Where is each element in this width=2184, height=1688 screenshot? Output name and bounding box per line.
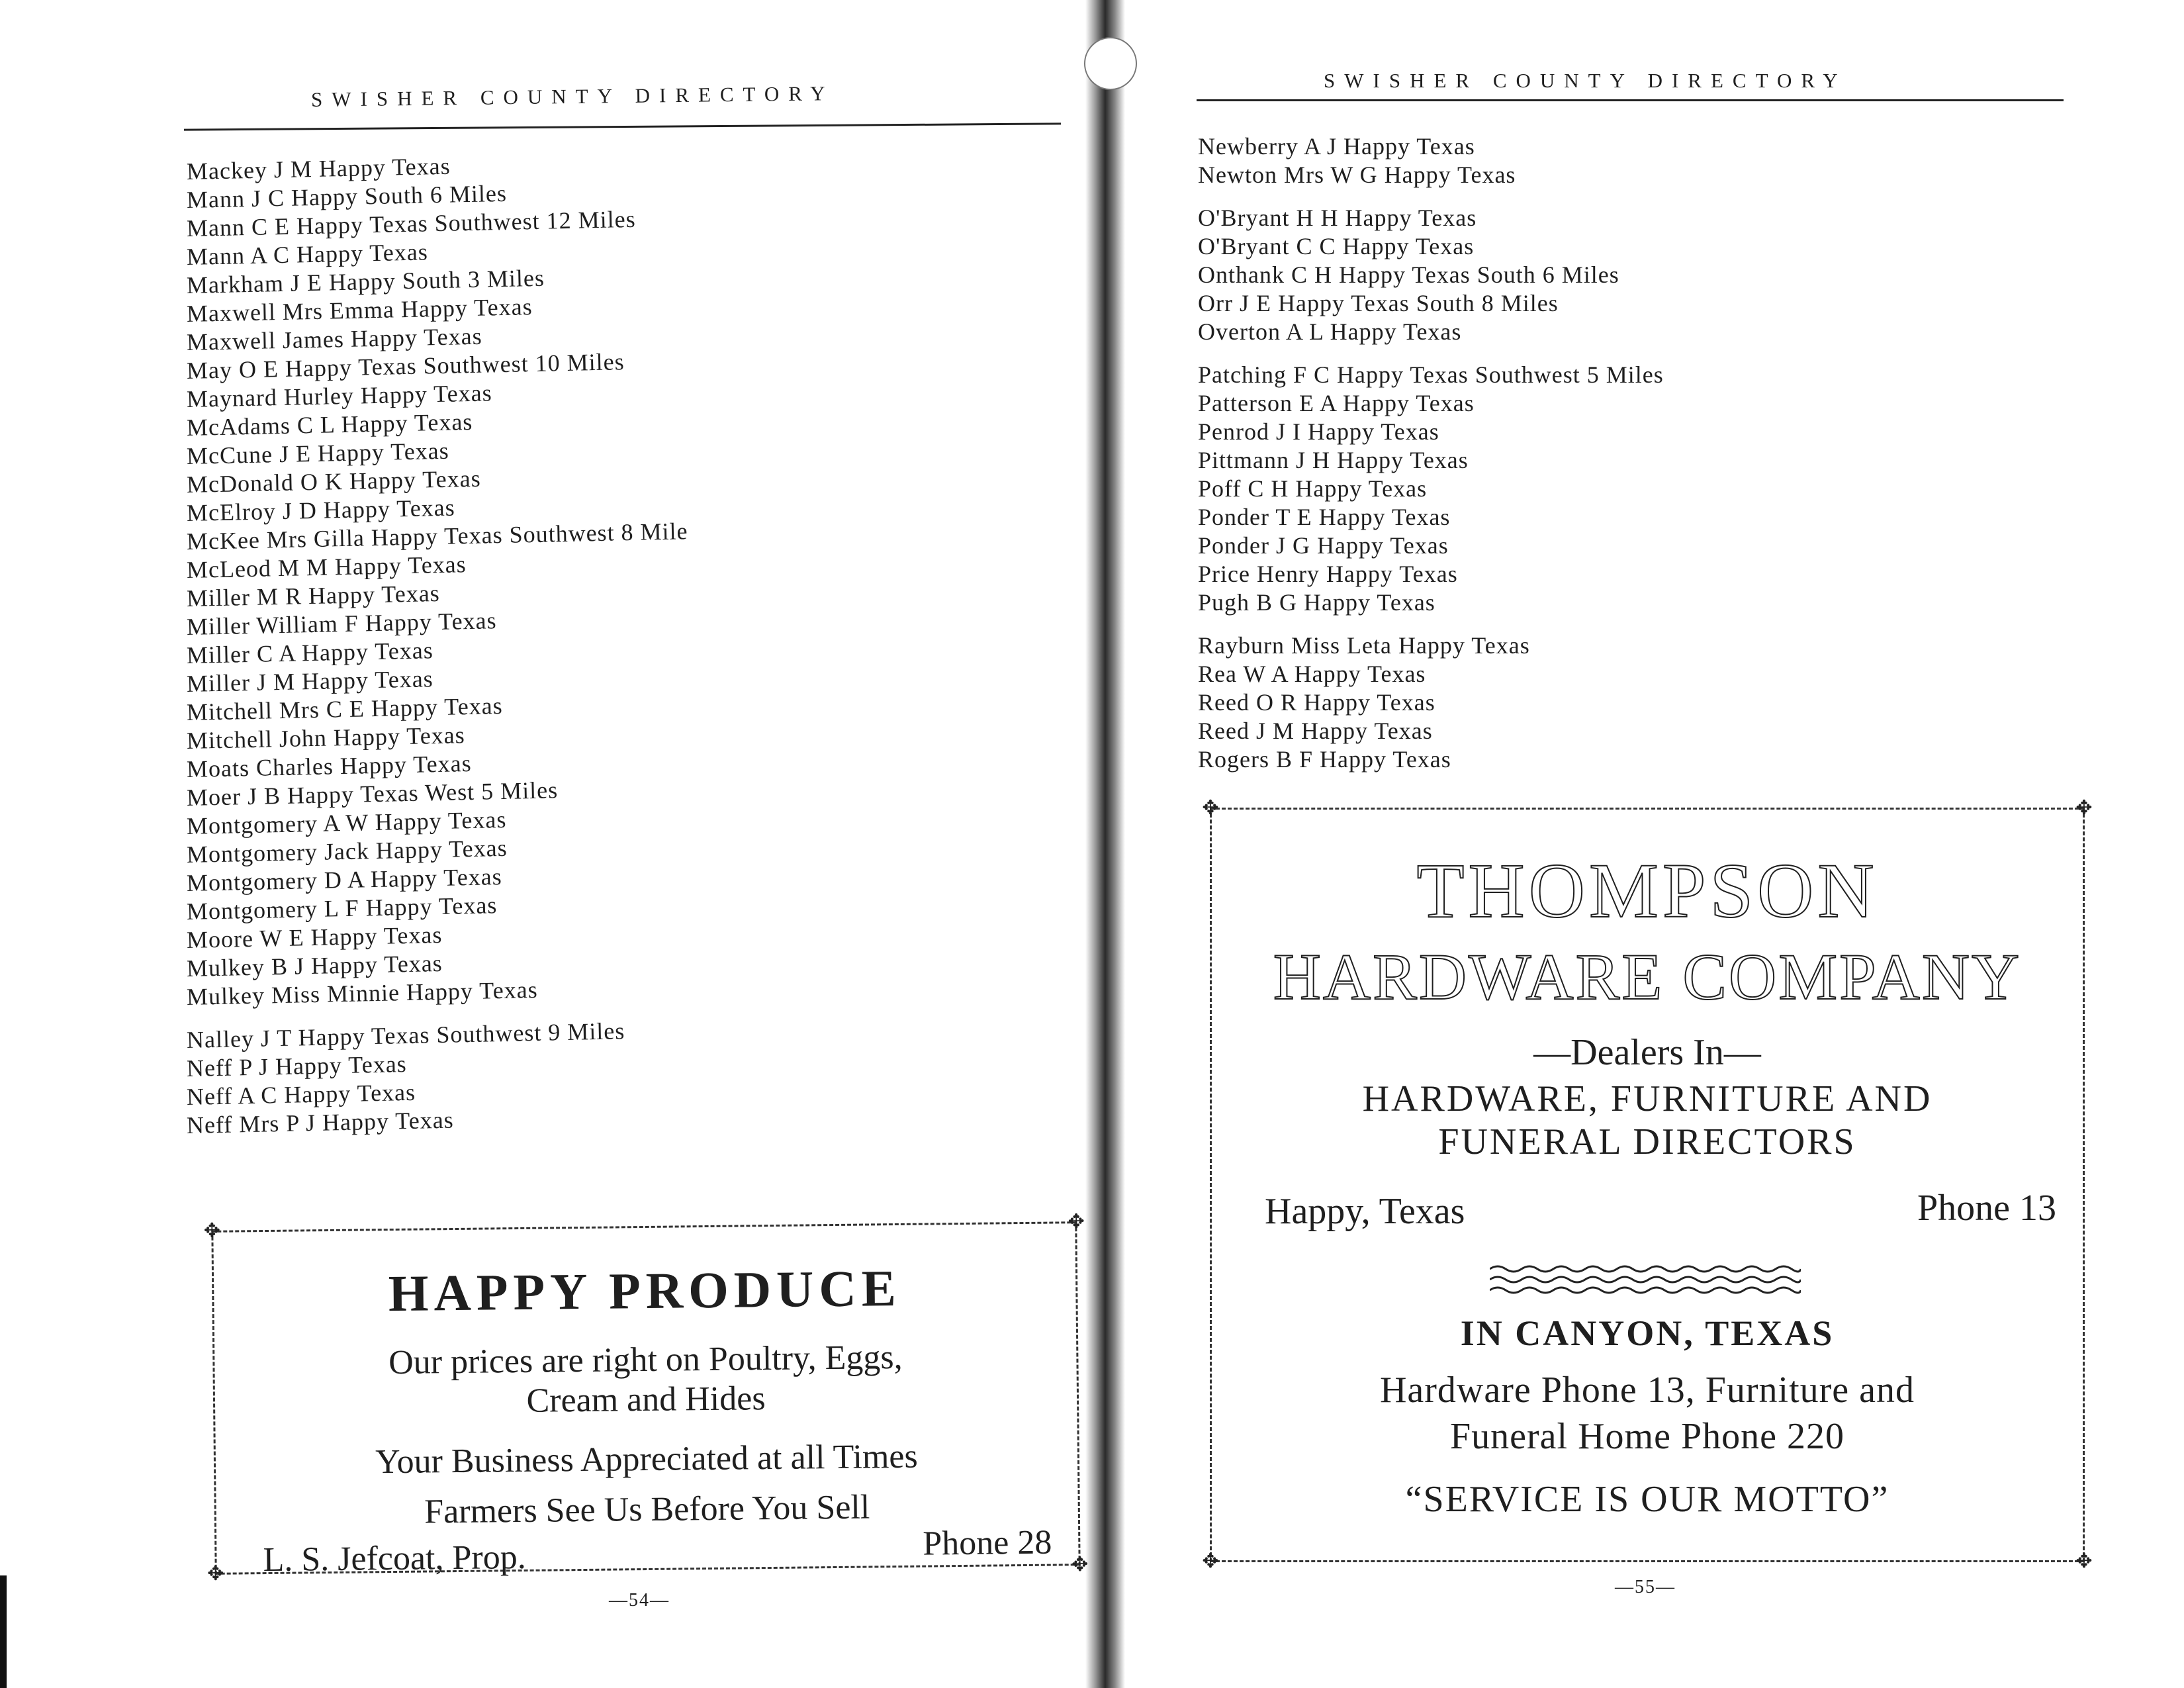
running-head: SWISHER COUNTY DIRECTORY	[1324, 69, 1847, 92]
directory-entry: McElroy J D Happy Texas	[186, 494, 456, 526]
corner-ornament-icon: ✥	[203, 1219, 221, 1243]
directory-entry: Miller J M Happy Texas	[186, 665, 434, 697]
directory-entry: O'Bryant H H Happy Texas	[1198, 205, 1477, 231]
ad-text: Funeral Home Phone 220	[1450, 1416, 1844, 1457]
directory-entry: Patching F C Happy Texas Southwest 5 Miles	[1198, 361, 1664, 388]
ad-phone: Phone 28	[923, 1523, 1052, 1563]
page-number: —55—	[1615, 1577, 1676, 1597]
directory-entry: Neff A C Happy Texas	[186, 1078, 416, 1110]
directory-entry: Maxwell Mrs Emma Happy Texas	[186, 293, 533, 327]
corner-ornament-icon: ✥	[2075, 1550, 2093, 1573]
directory-entry: Rea W A Happy Texas	[1198, 661, 1426, 687]
directory-entry: Markham J E Happy South 3 Miles	[186, 264, 545, 299]
directory-entry: Reed J M Happy Texas	[1198, 718, 1433, 744]
directory-entry: Poff C H Happy Texas	[1198, 475, 1428, 502]
ad-text: Cream and Hides	[526, 1380, 766, 1420]
directory-entry: Mackey J M Happy Texas	[186, 152, 451, 185]
ad-text: HARDWARE, FURNITURE AND	[1362, 1078, 1933, 1119]
directory-entry: Penrod J I Happy Texas	[1198, 418, 1439, 445]
directory-entry: Maynard Hurley Happy Texas	[186, 379, 493, 412]
left-page	[0, 0, 1089, 1688]
directory-entry: Montgomery L F Happy Texas	[186, 892, 498, 925]
directory-entry: Ponder T E Happy Texas	[1198, 504, 1451, 530]
corner-ornament-icon: ✥	[2075, 796, 2093, 820]
ad-text: Hardware Phone 13, Furniture and	[1379, 1370, 1915, 1411]
directory-entry: Price Henry Happy Texas	[1198, 561, 1458, 587]
directory-entry: May O E Happy Texas Southwest 10 Miles	[186, 348, 625, 384]
corner-ornament-icon: ✥	[1068, 1210, 1085, 1234]
happy-produce-ad	[203, 1210, 1089, 1585]
directory-entry: Onthank C H Happy Texas South 6 Miles	[1198, 261, 1619, 288]
directory-entry: Pittmann J H Happy Texas	[1198, 447, 1469, 473]
directory-entry: Pugh B G Happy Texas	[1198, 589, 1435, 616]
directory-entry: Mulkey Miss Minnie Happy Texas	[186, 976, 539, 1010]
directory-entry: Moore W E Happy Texas	[186, 921, 443, 953]
corner-ornament-icon: ✥	[206, 1562, 224, 1585]
ad-city: Happy, Texas	[1265, 1191, 1465, 1232]
head-rule	[1197, 99, 2064, 101]
directory-entry: Overton A L Happy Texas	[1198, 318, 1462, 345]
right-page	[1112, 0, 2184, 1688]
directory-entry: Moer J B Happy Texas West 5 Miles	[186, 776, 559, 811]
ad-text: —Dealers In—	[1533, 1032, 1761, 1073]
wavy-rule-icon	[1490, 1260, 1801, 1299]
directory-entry: McLeod M M Happy Texas	[186, 551, 467, 583]
directory-entry: Moats Charles Happy Texas	[186, 749, 473, 782]
directory-entry: Montgomery D A Happy Texas	[186, 863, 503, 896]
directory-entry: Mitchell John Happy Texas	[186, 722, 466, 754]
thompson-hardware-ad	[1202, 796, 2093, 1573]
directory-entry: O'Bryant C C Happy Texas	[1198, 233, 1475, 259]
directory-entry: Mitchell Mrs C E Happy Texas	[186, 692, 504, 726]
directory-entry: Montgomery Jack Happy Texas	[186, 834, 508, 868]
directory-entry: Miller William F Happy Texas	[186, 607, 497, 640]
corner-ornament-icon: ✥	[1071, 1553, 1089, 1577]
directory-entry: Mulkey B J Happy Texas	[186, 949, 443, 982]
directory-entry: Ponder J G Happy Texas	[1198, 532, 1449, 559]
page-number: —54—	[609, 1590, 670, 1611]
ad-motto: “SERVICE IS OUR MOTTO”	[1405, 1479, 1889, 1520]
directory-entry: Patterson E A Happy Texas	[1198, 390, 1475, 416]
directory-entry: Newton Mrs W G Happy Texas	[1198, 162, 1516, 188]
directory-entry: Neff P J Happy Texas	[186, 1051, 408, 1082]
directory-entry: Maxwell James Happy Texas	[186, 322, 483, 355]
directory-entry: Orr J E Happy Texas South 8 Miles	[1198, 290, 1559, 316]
ad-phone: Phone 13	[1917, 1188, 2056, 1229]
ad-proprietor: L. S. Jefcoat, Prop.	[263, 1538, 526, 1579]
running-head: SWISHER COUNTY DIRECTORY	[310, 81, 835, 111]
corner-ornament-icon: ✥	[1202, 796, 1219, 820]
directory-entry: Mann J C Happy South 6 Miles	[186, 179, 508, 213]
head-rule	[184, 122, 1061, 130]
directory-entry: Rayburn Miss Leta Happy Texas	[1198, 632, 1530, 659]
ad-subtitle: HARDWARE COMPANY	[1273, 940, 2022, 1013]
corner-ornament-icon: ✥	[1202, 1550, 1219, 1573]
directory-entry: McDonald O K Happy Texas	[186, 465, 482, 498]
directory-entry: Newberry A J Happy Texas	[1198, 133, 1475, 160]
directory-entry: Miller M R Happy Texas	[186, 579, 441, 612]
ad-text: Our prices are right on Poultry, Eggs,	[388, 1338, 903, 1382]
ad-title: THOMPSON	[1416, 847, 1878, 934]
directory-entry: McAdams C L Happy Texas	[186, 408, 473, 441]
directory-entry: Nalley J T Happy Texas Southwest 9 Miles	[186, 1017, 625, 1053]
directory-entry: Miller C A Happy Texas	[186, 637, 434, 669]
directory-entry: Reed O R Happy Texas	[1198, 689, 1435, 716]
ad-text: Farmers See Us Before You Sell	[424, 1488, 870, 1531]
directory-entry: Rogers B F Happy Texas	[1198, 746, 1451, 773]
ad-title: HAPPY PRODUCE	[388, 1258, 902, 1323]
directory-entry: McKee Mrs Gilla Happy Texas Southwest 8 Mile	[186, 518, 688, 555]
directory-entry: McCune J E Happy Texas	[186, 437, 450, 469]
ad-heading: IN CANYON, TEXAS	[1460, 1313, 1835, 1353]
directory-entry: Mann C E Happy Texas Southwest 12 Miles	[186, 205, 637, 242]
ad-text: Your Business Appreciated at all Times	[375, 1437, 918, 1481]
directory-entry: Mann A C Happy Texas	[186, 238, 429, 270]
directory-entry: Neff Mrs P J Happy Texas	[186, 1106, 455, 1139]
directory-entries	[186, 152, 688, 1140]
directory-entry: Montgomery A W Happy Texas	[186, 806, 507, 839]
directory-entries	[1198, 132, 1664, 774]
ad-text: FUNERAL DIRECTORS	[1438, 1121, 1856, 1162]
